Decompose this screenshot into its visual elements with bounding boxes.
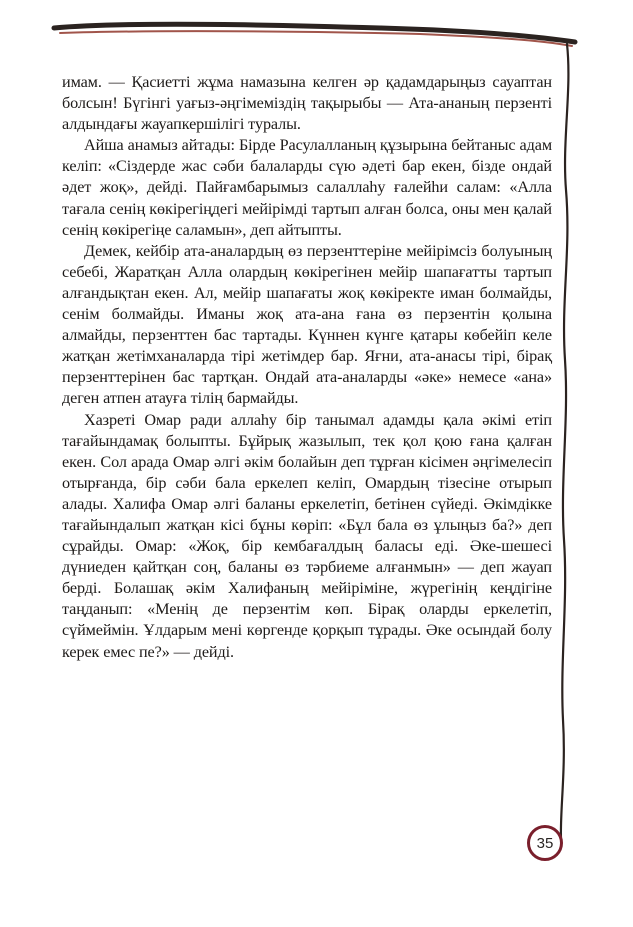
page-number: 35: [527, 825, 563, 861]
top-frame-stroke: [54, 24, 575, 42]
body-text: [62, 72, 552, 663]
paragraph-demek: Демек, кейбір ата-аналардың өз перзенттеріне мейірімсіз болуының себебі, Жаратқан Алла олардың көкірегінен мейір шапағатты тартып алғандықтан екен. Ал, мейір шапағаты жоқ көкіректе иман болмайды, сенім болмайды. Иманы жоқ ата-ана ғана өз перзентін қолына алмайды, перзенттен бас тартады. Күннен күнге қатары көбейіп келе жатқан жетімханаларда тірі жетімдер бар. Яғни, ата-анасы тірі, бірақ перзенттерінен бас тартқан. Ондай ата-аналарды «әке» немесе «ана» деген атпен атауға тілің бармайды.: [62, 241, 552, 408]
top-frame-accent: [60, 31, 572, 46]
paragraph-aisha: Айша анамыз айтады: Бірде Расулалланың құзырына бейтаныс адам келіп: «Сіздерде жас сәби балаларды сүю әдеті бар екен, бізде ондай әдет жоқ», дейді. Пайғамбарымыз салаллаһу ғалейһи салам: «Алла тағала сенің көкірегіңдегі мейірімді тартып алған болса, оны мен қалай сенің көкірегіңе саламын», деп айтыпты.: [62, 136, 552, 239]
paragraph-intro: имам. — Қасиетті жұма намазына келген әр қадамдарыңыз сауаптан болсын! Бүгінгі уағыз-әңгімеміздің тақырыбы — Ата-ананың перзенті алдындағы жауапкершілігі туралы.: [62, 73, 552, 134]
paragraph-omar: Хазреті Омар ради аллаһу бір танымал адамды қала әкімі етіп тағайындамақ болыпты. Бұйрық жазылып, тек қол қою ғана қалған екен. Сол арада Омар әлгі әкім болайын деп тұрған кісімен әңгімелесіп отырғанда, бір сәби бала еркелеп келіп, Омардың тізесіне отырып алады. Халифа Омар әлгі баланы еркелетіп, бетінен сүйеді. Әкімдікке тағайындалып жатқан кісі бұны көріп: «Бұл бала өз ұлыңыз ба?» деп сұрайды. Омар: «Жоқ, бір кембағалдың баласы еді. Әке-шешесі дүниеден қайтқан соң, баланы өз тәрбиеме алғанмын» — деп жауап берді. Болашақ әкім Халифаның мейіріміне, жүрегінің кеңдігіне таңданып: «Менің де перзентім көп. Бірақ оларды еркелетіп, сүймеймін. Ұлдарым мені көргенде қорқып тұрады. Әке осындай болу керек емес пе?» — дейді.: [62, 410, 552, 661]
right-frame-stroke: [561, 44, 569, 838]
